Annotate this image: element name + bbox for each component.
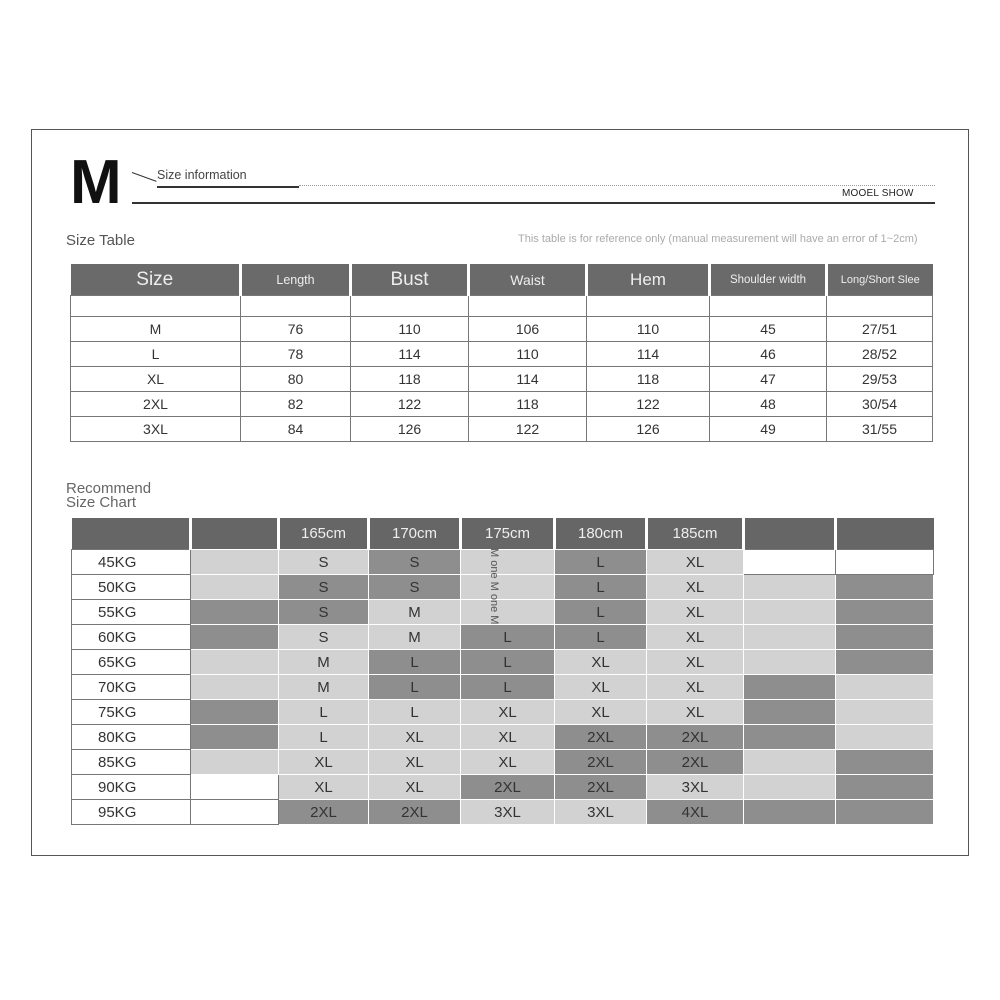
size-cell: XL [369, 725, 461, 750]
size-cell [461, 550, 555, 575]
header-blank [836, 518, 934, 550]
table-cell [827, 296, 933, 317]
shade-cell [836, 775, 934, 800]
column-header-waist: Waist [469, 264, 587, 296]
size-cell: 2XL [555, 750, 647, 775]
recommend-header-row [72, 518, 934, 550]
weight-cell: 95KG [72, 800, 191, 825]
table-cell: 45 [710, 317, 827, 342]
measurement-note: This table is for reference only (manual measurement will have an error of 1~2cm) [518, 233, 918, 245]
header-divider [132, 202, 935, 204]
size-cell: L [369, 700, 461, 725]
weight-cell: 60KG [72, 625, 191, 650]
table-cell: 122 [587, 392, 710, 417]
table-cell: 122 [469, 417, 587, 442]
table-row [71, 392, 933, 417]
size-cell: 3XL [555, 800, 647, 825]
size-table [70, 264, 933, 442]
size-cell: L [369, 650, 461, 675]
table-row [72, 775, 934, 800]
table-cell [71, 296, 241, 317]
table-cell: 28/52 [827, 342, 933, 367]
size-cell: XL [647, 575, 744, 600]
weight-cell: 55KG [72, 600, 191, 625]
table-cell: 118 [469, 392, 587, 417]
weight-cell: 50KG [72, 575, 191, 600]
shade-cell [836, 625, 934, 650]
recommend-title-line1: Recommend [66, 480, 152, 497]
shade-cell [836, 550, 934, 575]
size-cell: L [555, 575, 647, 600]
shade-cell [744, 800, 836, 825]
height-header-180: 180cm [555, 518, 647, 550]
size-cell: S [369, 575, 461, 600]
recommend-size-chart-title [66, 482, 151, 510]
shade-cell [744, 725, 836, 750]
size-cell: XL [555, 700, 647, 725]
size-cell: XL [279, 750, 369, 775]
table-cell: 2XL [71, 392, 241, 417]
shade-cell [744, 625, 836, 650]
shade-cell [836, 725, 934, 750]
size-cell: 2XL [555, 775, 647, 800]
shade-cell [836, 575, 934, 600]
weight-cell: 80KG [72, 725, 191, 750]
shade-cell [744, 575, 836, 600]
overlay-artifact-text: M one M one M [488, 548, 500, 625]
table-cell: 118 [351, 367, 469, 392]
table-cell: XL [71, 367, 241, 392]
table-cell: 31/55 [827, 417, 933, 442]
table-row [72, 675, 934, 700]
column-header-size: Size [71, 264, 241, 296]
table-cell [241, 296, 351, 317]
table-cell: 106 [469, 317, 587, 342]
size-cell: 2XL [279, 800, 369, 825]
table-row [72, 725, 934, 750]
table-row [71, 317, 933, 342]
size-cell: XL [647, 675, 744, 700]
header-blank [72, 518, 191, 550]
height-header-170: 170cm [369, 518, 461, 550]
size-cell: 2XL [647, 750, 744, 775]
size-cell: L [461, 625, 555, 650]
weight-cell: 65KG [72, 650, 191, 675]
shade-cell [191, 750, 279, 775]
size-cell: L [461, 675, 555, 700]
size-cell: L [461, 650, 555, 675]
column-header-hem: Hem [587, 264, 710, 296]
table-cell [469, 296, 587, 317]
size-cell: XL [461, 700, 555, 725]
shade-cell [836, 800, 934, 825]
size-cell: L [369, 675, 461, 700]
size-cell: 2XL [369, 800, 461, 825]
size-cell: XL [555, 675, 647, 700]
table-row [71, 342, 933, 367]
size-cell: L [555, 600, 647, 625]
table-cell: 46 [710, 342, 827, 367]
size-cell: XL [461, 750, 555, 775]
table-cell: 78 [241, 342, 351, 367]
size-cell: M [369, 625, 461, 650]
table-row [72, 700, 934, 725]
size-cell: XL [647, 650, 744, 675]
blank-row [71, 296, 933, 317]
size-cell: XL [647, 600, 744, 625]
size-cell: S [279, 575, 369, 600]
table-cell [710, 296, 827, 317]
size-cell: XL [647, 625, 744, 650]
table-cell: 110 [351, 317, 469, 342]
table-cell: 29/53 [827, 367, 933, 392]
shade-cell [744, 650, 836, 675]
table-cell: 80 [241, 367, 351, 392]
column-header-sleeve: Long/Short Slee [827, 264, 933, 296]
shade-cell [836, 700, 934, 725]
size-letter-heading: M [70, 148, 122, 217]
table-row [72, 575, 934, 600]
table-cell: 76 [241, 317, 351, 342]
table-row [72, 750, 934, 775]
size-table-title: Size Table [66, 232, 135, 249]
model-show-label: MOOEL SHOW [842, 188, 914, 199]
table-cell: 114 [469, 367, 587, 392]
shade-cell [836, 600, 934, 625]
table-row [71, 367, 933, 392]
recommend-title-line2: Size Chart [66, 494, 137, 511]
size-cell [461, 575, 555, 600]
size-cell: 3XL [647, 775, 744, 800]
size-cell: S [279, 600, 369, 625]
table-cell: 47 [710, 367, 827, 392]
table-cell: 48 [710, 392, 827, 417]
table-cell: L [71, 342, 241, 367]
column-header-shoulder-width: Shoulder width [710, 264, 827, 296]
table-cell [587, 296, 710, 317]
shade-cell [836, 650, 934, 675]
table-cell: 30/54 [827, 392, 933, 417]
size-cell: XL [369, 750, 461, 775]
size-cell: XL [647, 700, 744, 725]
size-cell: L [279, 725, 369, 750]
size-cell: S [279, 625, 369, 650]
height-header-185: 185cm [647, 518, 744, 550]
table-cell: 49 [710, 417, 827, 442]
shade-cell [836, 675, 934, 700]
weight-cell: 85KG [72, 750, 191, 775]
shade-cell [744, 700, 836, 725]
shade-cell [744, 750, 836, 775]
table-row [72, 600, 934, 625]
recommend-size-table [71, 518, 934, 825]
table-cell [351, 296, 469, 317]
table-cell: M [71, 317, 241, 342]
size-cell: S [369, 550, 461, 575]
size-cell: 2XL [461, 775, 555, 800]
dotted-divider [299, 185, 935, 186]
size-information-underline [157, 186, 299, 188]
shade-cell [191, 775, 279, 800]
size-cell: 4XL [647, 800, 744, 825]
shade-cell [191, 575, 279, 600]
size-cell: M [369, 600, 461, 625]
size-cell: M [279, 650, 369, 675]
size-cell: L [555, 550, 647, 575]
table-cell: 114 [351, 342, 469, 367]
shade-cell [836, 750, 934, 775]
size-cell: L [279, 700, 369, 725]
shade-cell [744, 550, 836, 575]
table-cell: 126 [587, 417, 710, 442]
shade-cell [191, 725, 279, 750]
table-cell: 82 [241, 392, 351, 417]
size-information-label: Size information [157, 168, 247, 182]
size-cell: M [279, 675, 369, 700]
shade-cell [744, 675, 836, 700]
table-cell: 110 [469, 342, 587, 367]
table-cell: 126 [351, 417, 469, 442]
height-header-175: 175cm [461, 518, 555, 550]
table-cell: 3XL [71, 417, 241, 442]
table-row [72, 650, 934, 675]
shade-cell [191, 625, 279, 650]
size-cell: 2XL [647, 725, 744, 750]
shade-cell [191, 550, 279, 575]
size-cell: XL [461, 725, 555, 750]
shade-cell [191, 600, 279, 625]
size-cell: XL [647, 550, 744, 575]
header-blank [191, 518, 279, 550]
size-cell [461, 600, 555, 625]
table-row [71, 417, 933, 442]
size-cell: XL [279, 775, 369, 800]
table-cell: 84 [241, 417, 351, 442]
table-cell: 27/51 [827, 317, 933, 342]
weight-cell: 70KG [72, 675, 191, 700]
column-header-length: Length [241, 264, 351, 296]
table-cell: 114 [587, 342, 710, 367]
height-header-165: 165cm [279, 518, 369, 550]
column-header-bust: Bust [351, 264, 469, 296]
table-cell: 118 [587, 367, 710, 392]
table-row [72, 550, 934, 575]
table-cell: 110 [587, 317, 710, 342]
weight-cell: 75KG [72, 700, 191, 725]
table-row [72, 800, 934, 825]
size-cell: S [279, 550, 369, 575]
shade-cell [744, 600, 836, 625]
size-cell: 3XL [461, 800, 555, 825]
shade-cell [191, 800, 279, 825]
table-cell: 122 [351, 392, 469, 417]
weight-cell: 45KG [72, 550, 191, 575]
size-cell: XL [369, 775, 461, 800]
header-blank [744, 518, 836, 550]
size-table-header-row [71, 264, 933, 296]
size-cell: XL [555, 650, 647, 675]
shade-cell [744, 775, 836, 800]
shade-cell [191, 700, 279, 725]
table-row [72, 625, 934, 650]
weight-cell: 90KG [72, 775, 191, 800]
size-cell: L [555, 625, 647, 650]
size-cell: 2XL [555, 725, 647, 750]
shade-cell [191, 650, 279, 675]
shade-cell [191, 675, 279, 700]
